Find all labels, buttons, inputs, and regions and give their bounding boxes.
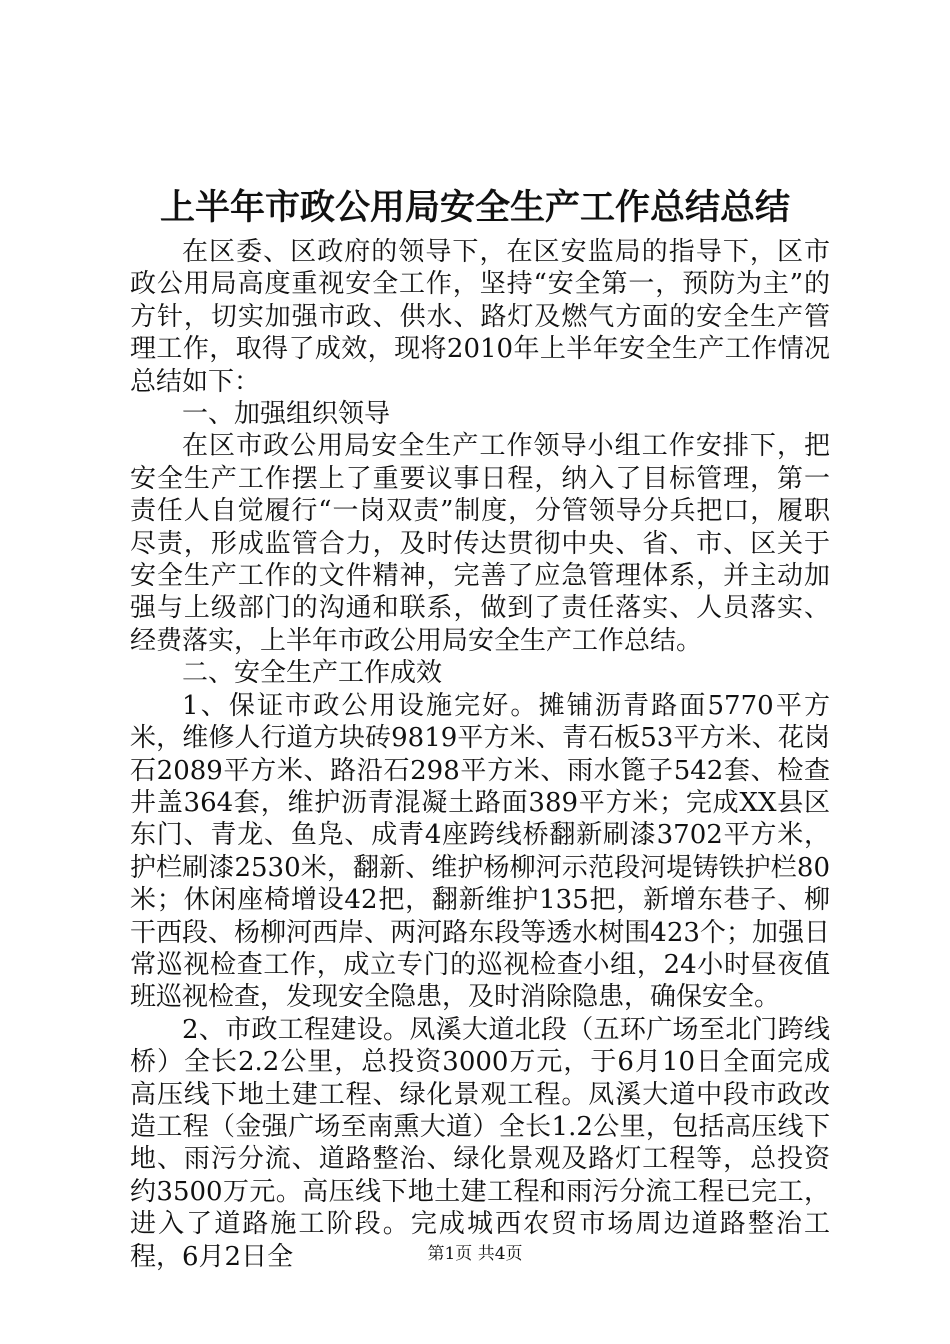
paragraph-organization: 在区市政公用局安全生产工作领导小组工作安排下，把安全生产工作摆上了重要议事日程，纳入了目标管理，第一责任人自觉履行“一岗双责”制度，分管领导分兵把口，履职尽责，形成监管合力，及时传达贯彻中央、省、市、区关于安全生产工作的文件精神，完善了应急管理体系，并主动加强与上级部门的沟通和联系，做到了责任落实、人员落实、经费落实，上半年市政公用局安全生产工作总结。 <box>130 431 830 656</box>
document-title: 上半年市政公用局安全生产工作总结总结 <box>159 187 790 228</box>
section-heading-1: 一、加强组织领导 <box>182 399 391 430</box>
paragraph-intro: 在区委、区政府的领导下，在区安监局的指导下，区市政公用局高度重视安全工作，坚持“安全第一，预防为主”的方针，切实加强市政、供水、路灯及燃气方面的安全生产管理工作，取得了成效，现将2010年上半年安全生产工作情况总结如下： <box>130 237 830 397</box>
page-number-footer: 第1页 共4页 <box>427 1244 523 1264</box>
paragraph-construction: 2、市政工程建设。凤溪大道北段（五环广场至北门跨线桥）全长2.2公里，总投资3000万元，于6月10日全面完成高压线下地土建工程、绿化景观工程。凤溪大道中段市政改造工程（金强广场至南熏大道）全长1.2公里，包括高压线下地、雨污分流、道路整治、绿化景观及路灯工程等，总投资约3500万元。高压线下地土建工程和雨污分流工程已完工，进入了道路施工阶段。完成城西农贸市场周边道路整治工程，6月2日全 <box>130 1014 830 1272</box>
document-body <box>130 236 830 1273</box>
paragraph-facilities: 1、保证市政公用设施完好。摊铺沥青路面5770平方米，维修人行道方块砖9819平方米、青石板53平方米、花岗石2089平方米、路沿石298平方米、雨水篦子542套、检查井盖364套，维护沥青混凝土路面389平方米；完成XX县区东门、青龙、鱼凫、成青4座跨线桥翻新刷漆3702平方米，护栏刷漆2530米，翻新、维护杨柳河示范段河堤铸铁护栏80米；休闲座椅增设42把，翻新维护135把，新增东巷子、柳干西段、杨柳河西岸、两河路东段等透水树围423个；加强日常巡视检查工作，成立专门的巡视检查小组，24小时昼夜值班巡视检查，发现安全隐患，及时消除隐患，确保安全。 <box>130 690 830 1013</box>
section-heading-2: 二、安全生产工作成效 <box>182 658 443 689</box>
